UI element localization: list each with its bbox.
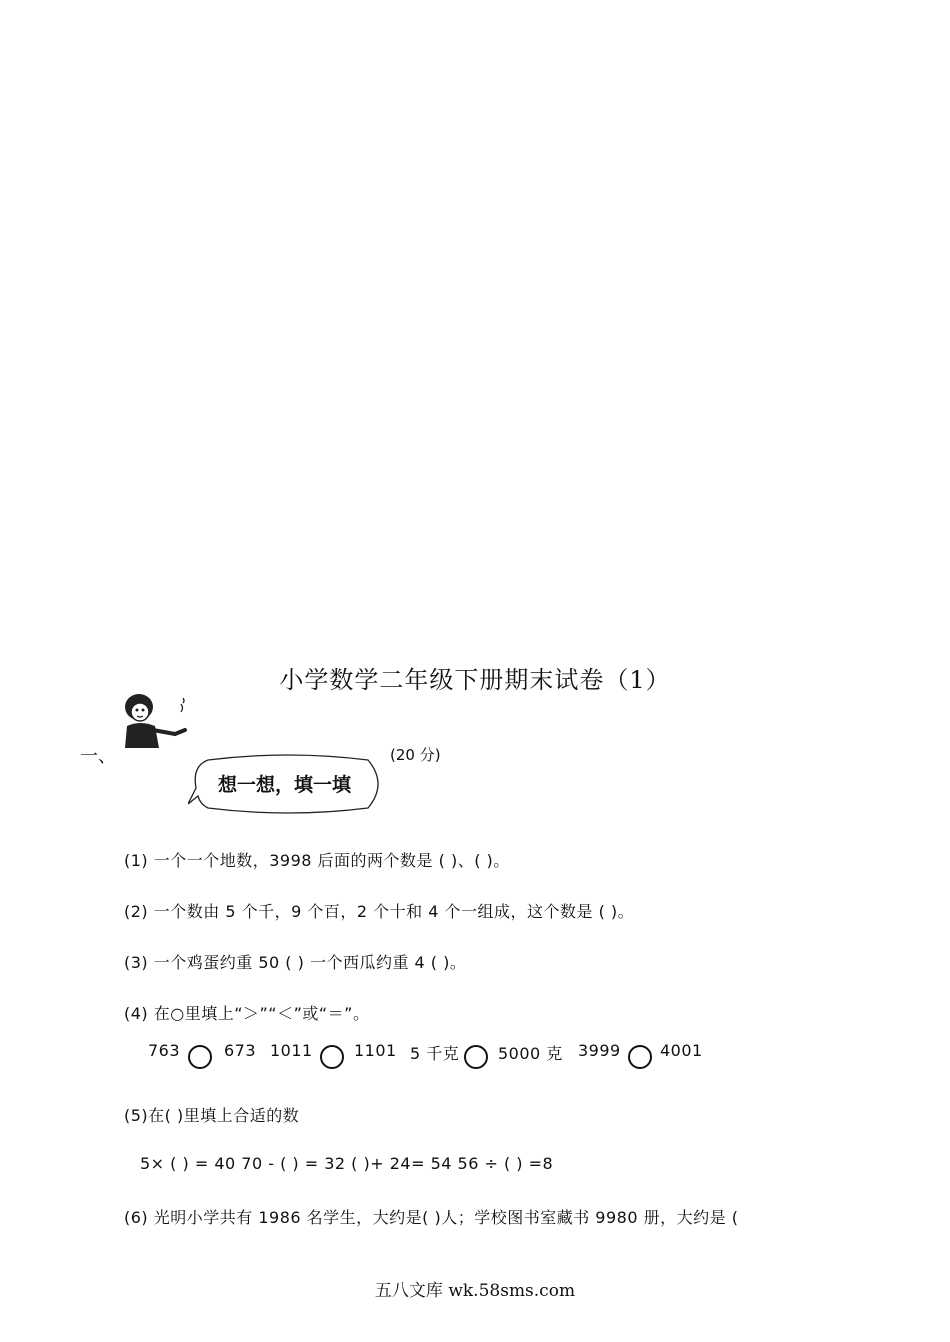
compare-right-4: 4001 xyxy=(660,1041,703,1060)
compare-circle-2[interactable] xyxy=(320,1045,344,1069)
question-5: (5)在( )里填上合适的数 xyxy=(124,1106,300,1125)
compare-left-1: 763 xyxy=(148,1041,181,1060)
question-6: (6) 光明小学共有 1986 名学生，大约是( )人；学校图书室藏书 9980 册，大约是 ( xyxy=(124,1208,739,1227)
question-2: (2) 一个数由 5 个千，9 个百，2 个十和 4 个一组成，这个数是 ( )。 xyxy=(124,902,635,921)
bubble-text: 想一想，填一填 xyxy=(218,774,352,796)
section-number: 一、 xyxy=(80,746,116,767)
section-score: (20 分) xyxy=(390,746,441,764)
cartoon-boy-icon xyxy=(115,690,195,750)
question-5-equations: 5× ( ) = 40 70 - ( ) = 32 ( )+ 24= 54 56 ÷ ( ) =8 xyxy=(140,1154,554,1173)
compare-left-4: 3999 xyxy=(578,1041,621,1060)
compare-left-3: 5 千克 xyxy=(410,1044,460,1063)
compare-circle-3[interactable] xyxy=(464,1045,488,1069)
question-1: (1) 一个一个地数，3998 后面的两个数是 ( )、( )。 xyxy=(124,851,510,870)
footer-watermark: 五八文库 wk.58sms.com xyxy=(374,1281,576,1301)
question-3: (3) 一个鸡蛋约重 50 ( ) 一个西瓜约重 4 ( )。 xyxy=(124,953,467,972)
compare-right-2: 1101 xyxy=(354,1041,397,1060)
question-4: (4) 在○里填上“＞”“＜”或“＝”。 xyxy=(124,1004,370,1023)
compare-left-2: 1011 xyxy=(270,1041,313,1060)
compare-circle-1[interactable] xyxy=(188,1045,212,1069)
compare-circle-4[interactable] xyxy=(628,1045,652,1069)
page-title: 小学数学二年级下册期末试卷（1） xyxy=(279,666,671,694)
compare-right-3: 5000 克 xyxy=(498,1044,563,1063)
compare-right-1: 673 xyxy=(224,1041,257,1060)
